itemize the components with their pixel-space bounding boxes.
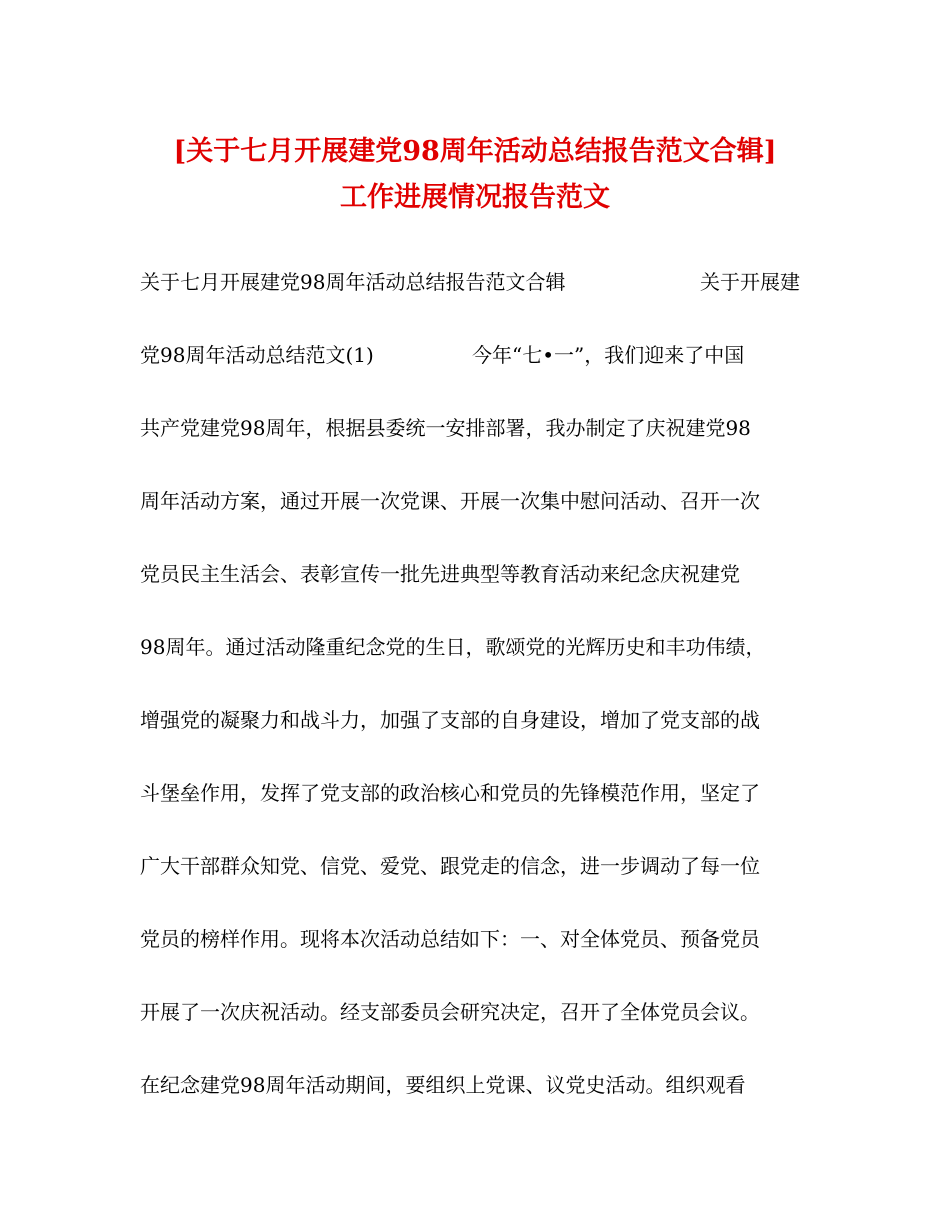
document-title-line-2: 工作进展情况报告范文 [340, 182, 610, 213]
body-line-6: 98周年。通过活动隆重纪念党的生日，歌颂党的光辉历史和丰功伟绩， [140, 635, 766, 659]
body-line-12: 在纪念建党98周年活动期间，要组织上党课、议党史活动。组织观看 [140, 1073, 746, 1097]
body-line-8: 斗堡垒作用，发挥了党支部的政治核心和党员的先锋模范作用，坚定了 [140, 781, 760, 805]
body-line-1a: 关于七月开展建党98周年活动总结报告范文合辑 [140, 270, 566, 294]
body-line-3: 共产党建党98周年，根据县委统一安排部署，我办制定了庆祝建党98 [140, 416, 751, 440]
body-line-1b: 关于开展建 [700, 270, 800, 294]
body-line-5: 党员民主生活会、表彰宣传一批先进典型等教育活动来纪念庆祝建党 [140, 562, 740, 586]
body-line-4: 周年活动方案，通过开展一次党课、开展一次集中慰问活动、召开一次 [140, 489, 760, 513]
body-line-7: 增强党的凝聚力和战斗力，加强了支部的自身建设，增加了党支部的战 [140, 708, 760, 732]
body-line-9: 广大干部群众知党、信党、爱党、跟党走的信念，进一步调动了每一位 [140, 854, 760, 878]
body-line-11: 开展了一次庆祝活动。经支部委员会研究决定，召开了全体党员会议。 [140, 1000, 760, 1024]
body-line-2a: 党98周年活动总结范文(1) [140, 343, 374, 367]
body-line-2b: 今年“七•一”，我们迎来了中国 [472, 343, 745, 367]
body-line-10: 党员的榜样作用。现将本次活动总结如下：一、对全体党员、预备党员 [140, 927, 760, 951]
document-title-line-1: [关于七月开展建党98周年活动总结报告范文合辑] [173, 136, 777, 167]
